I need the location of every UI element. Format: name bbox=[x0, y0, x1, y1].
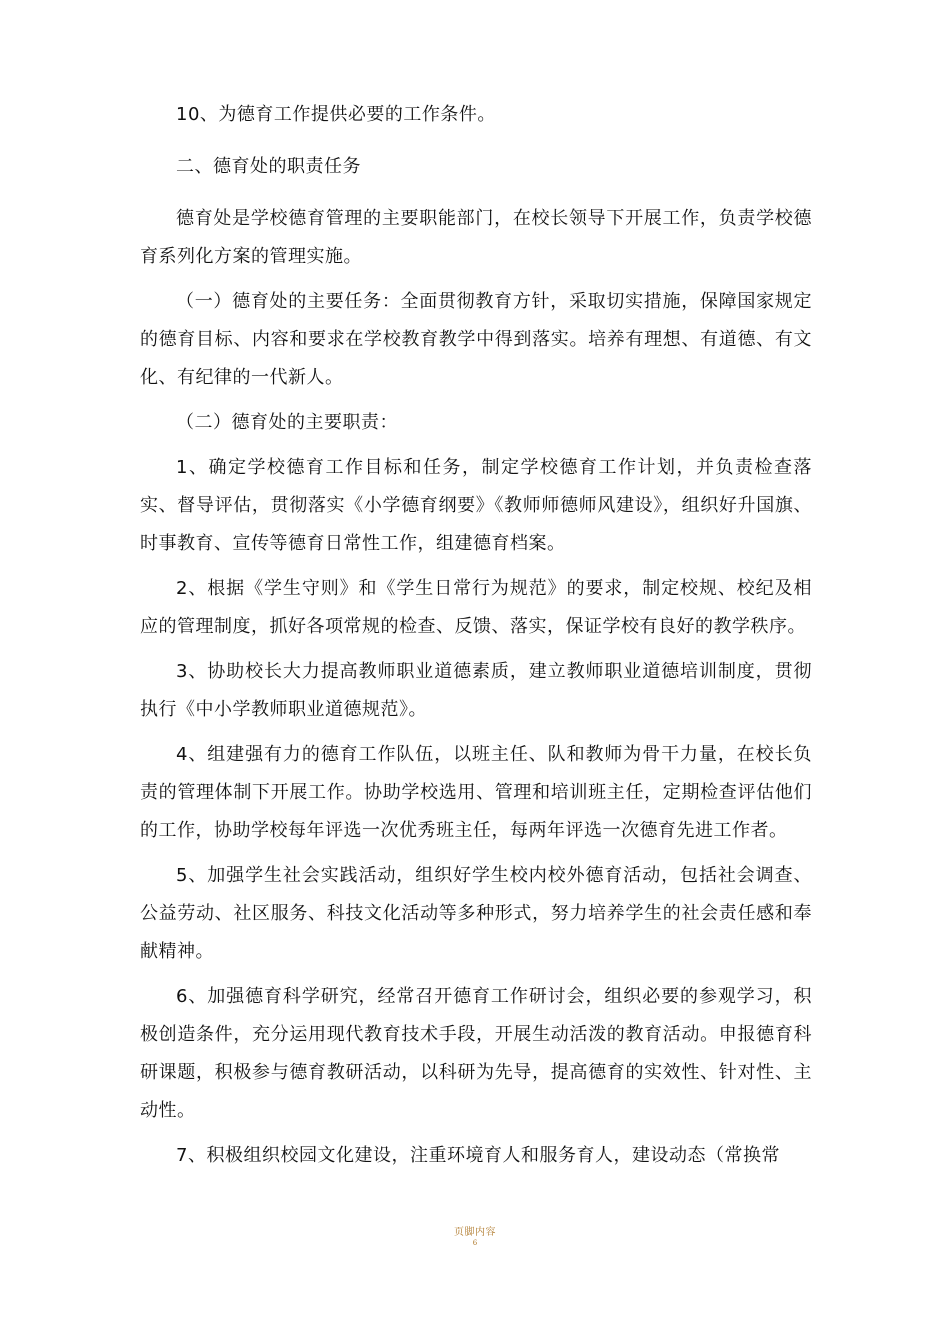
paragraph-intro: 德育处是学校德育管理的主要职能部门，在校长领导下开展工作，负责学校德育系列化方案的管理实施。 bbox=[140, 208, 812, 267]
paragraph-duty-2: 2、根据《学生守则》和《学生日常行为规范》的要求，制定校规、校纪及相应的管理制度，抓好各项常规的检查、反馈、落实，保证学校有良好的教学秩序。 bbox=[140, 578, 812, 637]
paragraph-duty-6: 6、加强德育科学研究，经常召开德育工作研讨会，组织必要的参观学习，积极创造条件，充分运用现代教育技术手段，开展生动活泼的教育活动。申报德育科研课题，积极参与德育教研活动，以科研为先导，提高德育的实效性、针对性、主动性。 bbox=[140, 986, 812, 1121]
paragraph-main-task: （一）德育处的主要任务：全面贯彻教育方针，采取切实措施，保障国家规定的德育目标、内容和要求在学校教育教学中得到落实。培养有理想、有道德、有文化、有纪律的一代新人。 bbox=[140, 291, 812, 388]
paragraph-duty-3: 3、协助校长大力提高教师职业道德素质，建立教师职业道德培训制度，贯彻执行《中小学教师职业道德规范》。 bbox=[140, 661, 812, 720]
paragraph-duty-1: 1、确定学校德育工作目标和任务，制定学校德育工作计划，并负责检查落实、督导评估，贯彻落实《小学德育纲要》《教师师德师风建设》，组织好升国旗、时事教育、宣传等德育日常性工作，组建德育档案。 bbox=[140, 457, 812, 554]
paragraph-duty-7: 7、积极组织校园文化建设，注重环境育人和服务育人，建设动态（常换常 bbox=[176, 1145, 780, 1166]
footer-label: 页脚内容 bbox=[454, 1227, 496, 1238]
paragraph-main-duties-heading: （二）德育处的主要职责： bbox=[176, 412, 398, 433]
paragraph-item-10: 10、为德育工作提供必要的工作条件。 bbox=[176, 104, 496, 125]
page-footer bbox=[0, 1226, 950, 1248]
paragraph-duty-5: 5、加强学生社会实践活动，组织好学生校内校外德育活动，包括社会调查、公益劳动、社区服务、科技文化活动等多种形式，努力培养学生的社会责任感和奉献精神。 bbox=[140, 865, 812, 962]
paragraph-duty-4: 4、组建强有力的德育工作队伍，以班主任、队和教师为骨干力量，在校长负责的管理体制下开展工作。协助学校选用、管理和培训班主任，定期检查评估他们的工作，协助学校每年评选一次优秀班主任，每两年评选一次德育先进工作者。 bbox=[140, 744, 812, 841]
page-number: 6 bbox=[472, 1239, 478, 1247]
document-body bbox=[140, 96, 812, 1175]
section-heading-duties: 二、德育处的职责任务 bbox=[176, 156, 361, 177]
